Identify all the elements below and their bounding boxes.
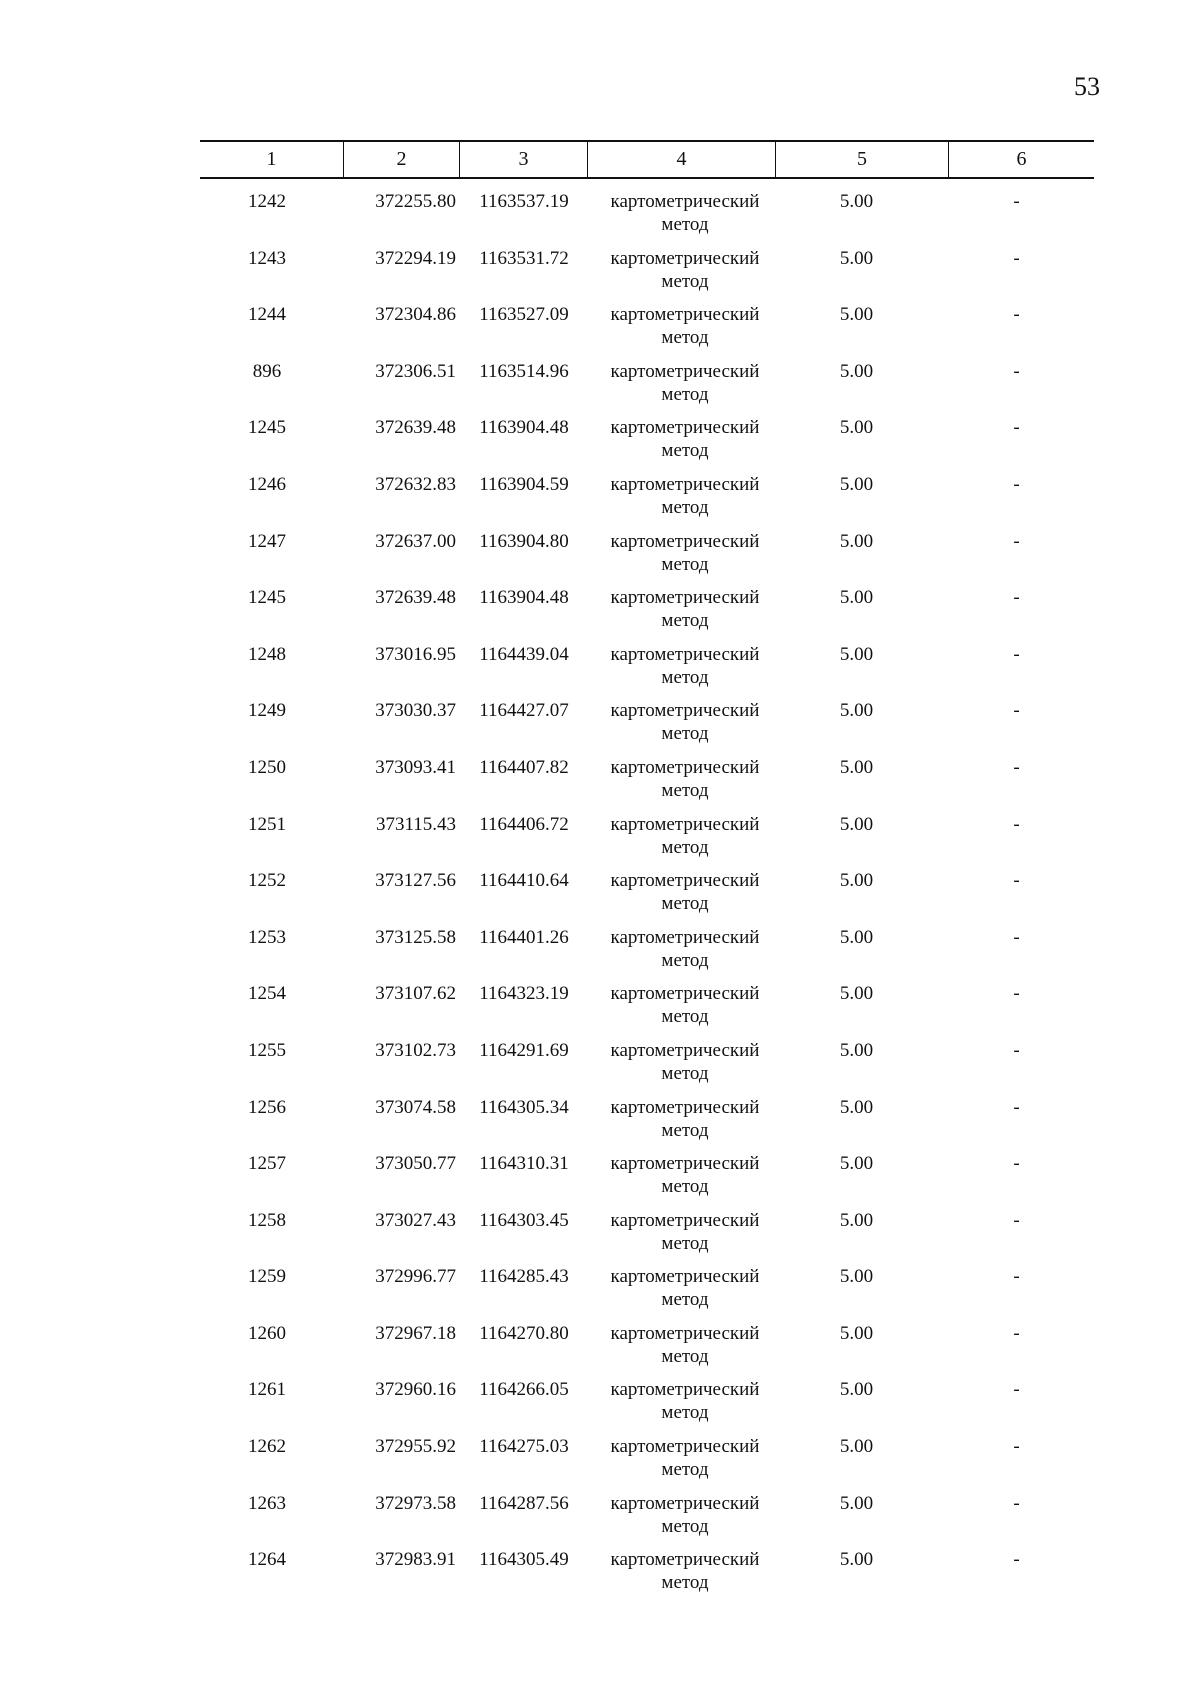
x-coordinate-cell: 373027.43	[375, 1209, 456, 1231]
method-cell: картометрический метод	[610, 417, 760, 462]
y-coordinate-cell: 1164275.03	[479, 1436, 569, 1458]
table-body	[200, 190, 1094, 1605]
y-coordinate-cell: 1163904.80	[479, 530, 569, 552]
method-cell: картометрический метод	[610, 1322, 760, 1367]
note-cell: -	[1013, 870, 1020, 892]
table-row	[200, 1152, 1094, 1209]
x-coordinate-cell: 372639.48	[375, 417, 456, 439]
note-cell: -	[1013, 813, 1020, 835]
note-cell: -	[1013, 417, 1020, 439]
x-coordinate-cell: 372637.00	[375, 530, 456, 552]
method-cell: картометрический метод	[610, 191, 760, 235]
point-number-cell: 1256	[248, 1096, 286, 1118]
y-coordinate-cell: 1164305.34	[479, 1096, 569, 1118]
x-coordinate-cell: 372983.91	[375, 1549, 456, 1571]
error-cell: 5.00	[839, 417, 874, 439]
point-number-cell: 1251	[248, 813, 286, 835]
y-coordinate-cell: 1164287.56	[479, 1492, 569, 1514]
point-number-cell: 1253	[248, 926, 286, 948]
error-cell: 5.00	[839, 247, 874, 269]
x-coordinate-cell: 372294.19	[375, 247, 456, 269]
point-number-cell: 1250	[248, 756, 286, 778]
method-cell: картометрический метод	[610, 1209, 760, 1254]
y-coordinate-cell: 1163537.19	[479, 191, 569, 212]
method-cell: картометрический метод	[610, 1096, 760, 1141]
y-coordinate-cell: 1163514.96	[479, 360, 569, 382]
x-coordinate-cell: 372973.58	[375, 1492, 456, 1514]
table-row	[200, 869, 1094, 926]
y-coordinate-cell: 1164407.82	[479, 756, 569, 778]
y-coordinate-cell: 1164291.69	[479, 1039, 569, 1061]
method-cell: картометрический метод	[610, 1379, 760, 1424]
table-row	[200, 982, 1094, 1039]
x-coordinate-cell: 373016.95	[375, 643, 456, 665]
error-cell: 5.00	[839, 530, 874, 552]
table-row	[200, 1435, 1094, 1492]
method-cell: картометрический метод	[610, 700, 760, 745]
error-cell: 5.00	[839, 360, 874, 382]
point-number-cell: 1245	[248, 587, 286, 609]
y-coordinate-cell: 1164401.26	[479, 926, 569, 948]
method-cell: картометрический метод	[610, 1266, 760, 1311]
point-number-cell: 1263	[248, 1492, 286, 1514]
y-coordinate-cell: 1164266.05	[479, 1379, 569, 1401]
table-row	[200, 1548, 1094, 1605]
table-row	[200, 247, 1094, 304]
x-coordinate-cell: 373127.56	[375, 870, 456, 892]
x-coordinate-cell: 372967.18	[375, 1322, 456, 1344]
error-cell: 5.00	[839, 191, 874, 212]
table-row	[200, 643, 1094, 700]
method-cell: картометрический метод	[610, 1436, 760, 1481]
table-row	[200, 1039, 1094, 1096]
note-cell: -	[1013, 304, 1020, 326]
error-cell: 5.00	[839, 700, 874, 722]
point-number-cell: 1262	[248, 1436, 286, 1458]
point-number-cell: 1249	[248, 700, 286, 722]
table-row	[200, 1209, 1094, 1266]
point-number-cell: 1257	[248, 1153, 286, 1175]
y-coordinate-cell: 1164305.49	[479, 1549, 569, 1571]
error-cell: 5.00	[839, 1209, 874, 1231]
x-coordinate-cell: 372960.16	[375, 1379, 456, 1401]
table-row	[200, 190, 1094, 247]
y-coordinate-cell: 1163904.59	[479, 473, 569, 495]
error-cell: 5.00	[839, 1039, 874, 1061]
column-header-5: 5	[776, 142, 949, 177]
table-row	[200, 303, 1094, 360]
note-cell: -	[1013, 1436, 1020, 1458]
column-header-2: 2	[344, 142, 460, 177]
note-cell: -	[1013, 643, 1020, 665]
table-row	[200, 586, 1094, 643]
method-cell: картометрический метод	[610, 530, 760, 575]
x-coordinate-cell: 372255.80	[375, 191, 456, 212]
method-cell: картометрический метод	[610, 304, 760, 349]
x-coordinate-cell: 372955.92	[375, 1436, 456, 1458]
table-row	[200, 1378, 1094, 1435]
table-row	[200, 1492, 1094, 1549]
table-row	[200, 473, 1094, 530]
y-coordinate-cell: 1163904.48	[479, 417, 569, 439]
note-cell: -	[1013, 1549, 1020, 1571]
y-coordinate-cell: 1164427.07	[479, 700, 569, 722]
error-cell: 5.00	[839, 1436, 874, 1458]
point-number-cell: 1261	[248, 1379, 286, 1401]
note-cell: -	[1013, 926, 1020, 948]
error-cell: 5.00	[839, 813, 874, 835]
point-number-cell: 1248	[248, 643, 286, 665]
error-cell: 5.00	[839, 1379, 874, 1401]
point-number-cell: 1246	[248, 473, 286, 495]
method-cell: картометрический метод	[610, 983, 760, 1028]
table-row	[200, 1096, 1094, 1153]
note-cell: -	[1013, 530, 1020, 552]
error-cell: 5.00	[839, 473, 874, 495]
method-cell: картометрический метод	[610, 756, 760, 801]
y-coordinate-cell: 1164285.43	[479, 1266, 569, 1288]
method-cell: картометрический метод	[610, 587, 760, 632]
y-coordinate-cell: 1164303.45	[479, 1209, 569, 1231]
note-cell: -	[1013, 473, 1020, 495]
error-cell: 5.00	[839, 587, 874, 609]
error-cell: 5.00	[839, 1266, 874, 1288]
x-coordinate-cell: 372306.51	[375, 360, 456, 382]
method-cell: картометрический метод	[610, 1549, 760, 1594]
error-cell: 5.00	[839, 304, 874, 326]
x-coordinate-cell: 373125.58	[375, 926, 456, 948]
error-cell: 5.00	[839, 643, 874, 665]
error-cell: 5.00	[839, 1153, 874, 1175]
x-coordinate-cell: 372632.83	[375, 473, 456, 495]
method-cell: картометрический метод	[610, 643, 760, 688]
note-cell: -	[1013, 1096, 1020, 1118]
point-number-cell: 1255	[248, 1039, 286, 1061]
note-cell: -	[1013, 1492, 1020, 1514]
table-row	[200, 756, 1094, 813]
point-number-cell: 1259	[248, 1266, 286, 1288]
note-cell: -	[1013, 1039, 1020, 1061]
point-number-cell: 1247	[248, 530, 286, 552]
column-header-3: 3	[460, 142, 588, 177]
table-row	[200, 1322, 1094, 1379]
note-cell: -	[1013, 191, 1020, 212]
x-coordinate-cell: 373074.58	[375, 1096, 456, 1118]
page-number: 53	[1074, 72, 1100, 101]
x-coordinate-cell: 373115.43	[375, 813, 456, 835]
table-row	[200, 530, 1094, 587]
method-cell: картометрический метод	[610, 1039, 760, 1084]
note-cell: -	[1013, 360, 1020, 382]
note-cell: -	[1013, 1266, 1020, 1288]
error-cell: 5.00	[839, 1096, 874, 1118]
table-row	[200, 926, 1094, 983]
point-number-cell: 1252	[248, 870, 286, 892]
y-coordinate-cell: 1164439.04	[479, 643, 569, 665]
point-number-cell: 1264	[248, 1549, 286, 1571]
y-coordinate-cell: 1164310.31	[479, 1153, 569, 1175]
x-coordinate-cell: 373107.62	[375, 983, 456, 1005]
note-cell: -	[1013, 983, 1020, 1005]
method-cell: картометрический метод	[610, 870, 760, 915]
table-row	[200, 1265, 1094, 1322]
table-row	[200, 360, 1094, 417]
point-number-cell: 1243	[248, 247, 286, 269]
x-coordinate-cell: 373093.41	[375, 756, 456, 778]
point-number-cell: 1245	[248, 417, 286, 439]
note-cell: -	[1013, 587, 1020, 609]
method-cell: картометрический метод	[610, 360, 760, 405]
column-header-4: 4	[588, 142, 776, 177]
y-coordinate-cell: 1164270.80	[479, 1322, 569, 1344]
x-coordinate-cell: 373030.37	[375, 700, 456, 722]
method-cell: картометрический метод	[610, 813, 760, 858]
point-number-cell: 1254	[248, 983, 286, 1005]
error-cell: 5.00	[839, 870, 874, 892]
y-coordinate-cell: 1164410.64	[479, 870, 569, 892]
y-coordinate-cell: 1164323.19	[479, 983, 569, 1005]
x-coordinate-cell: 373102.73	[375, 1039, 456, 1061]
error-cell: 5.00	[839, 1322, 874, 1344]
y-coordinate-cell: 1163531.72	[479, 247, 569, 269]
note-cell: -	[1013, 756, 1020, 778]
error-cell: 5.00	[839, 926, 874, 948]
method-cell: картометрический метод	[610, 1153, 760, 1198]
point-number-cell: 1258	[248, 1209, 286, 1231]
method-cell: картометрический метод	[610, 473, 760, 518]
note-cell: -	[1013, 1379, 1020, 1401]
method-cell: картометрический метод	[610, 926, 760, 971]
table-row	[200, 416, 1094, 473]
point-number-cell: 1260	[248, 1322, 286, 1344]
error-cell: 5.00	[839, 1549, 874, 1571]
note-cell: -	[1013, 1209, 1020, 1231]
error-cell: 5.00	[839, 1492, 874, 1514]
table-row	[200, 699, 1094, 756]
error-cell: 5.00	[839, 983, 874, 1005]
y-coordinate-cell: 1163904.48	[479, 587, 569, 609]
point-number-cell: 1244	[248, 304, 286, 326]
y-coordinate-cell: 1163527.09	[479, 304, 569, 326]
x-coordinate-cell: 372304.86	[375, 304, 456, 326]
point-number-cell: 896	[252, 360, 282, 382]
point-number-cell: 1242	[248, 191, 286, 212]
note-cell: -	[1013, 1322, 1020, 1344]
x-coordinate-cell: 372639.48	[375, 587, 456, 609]
error-cell: 5.00	[839, 756, 874, 778]
y-coordinate-cell: 1164406.72	[479, 813, 569, 835]
note-cell: -	[1013, 1153, 1020, 1175]
note-cell: -	[1013, 247, 1020, 269]
column-header-1: 1	[200, 142, 344, 177]
note-cell: -	[1013, 700, 1020, 722]
column-header-6: 6	[1016, 148, 1027, 170]
table-row	[200, 813, 1094, 870]
method-cell: картометрический метод	[610, 247, 760, 292]
method-cell: картометрический метод	[610, 1492, 760, 1537]
x-coordinate-cell: 372996.77	[375, 1266, 456, 1288]
x-coordinate-cell: 373050.77	[375, 1153, 456, 1175]
table-header	[200, 140, 1094, 179]
